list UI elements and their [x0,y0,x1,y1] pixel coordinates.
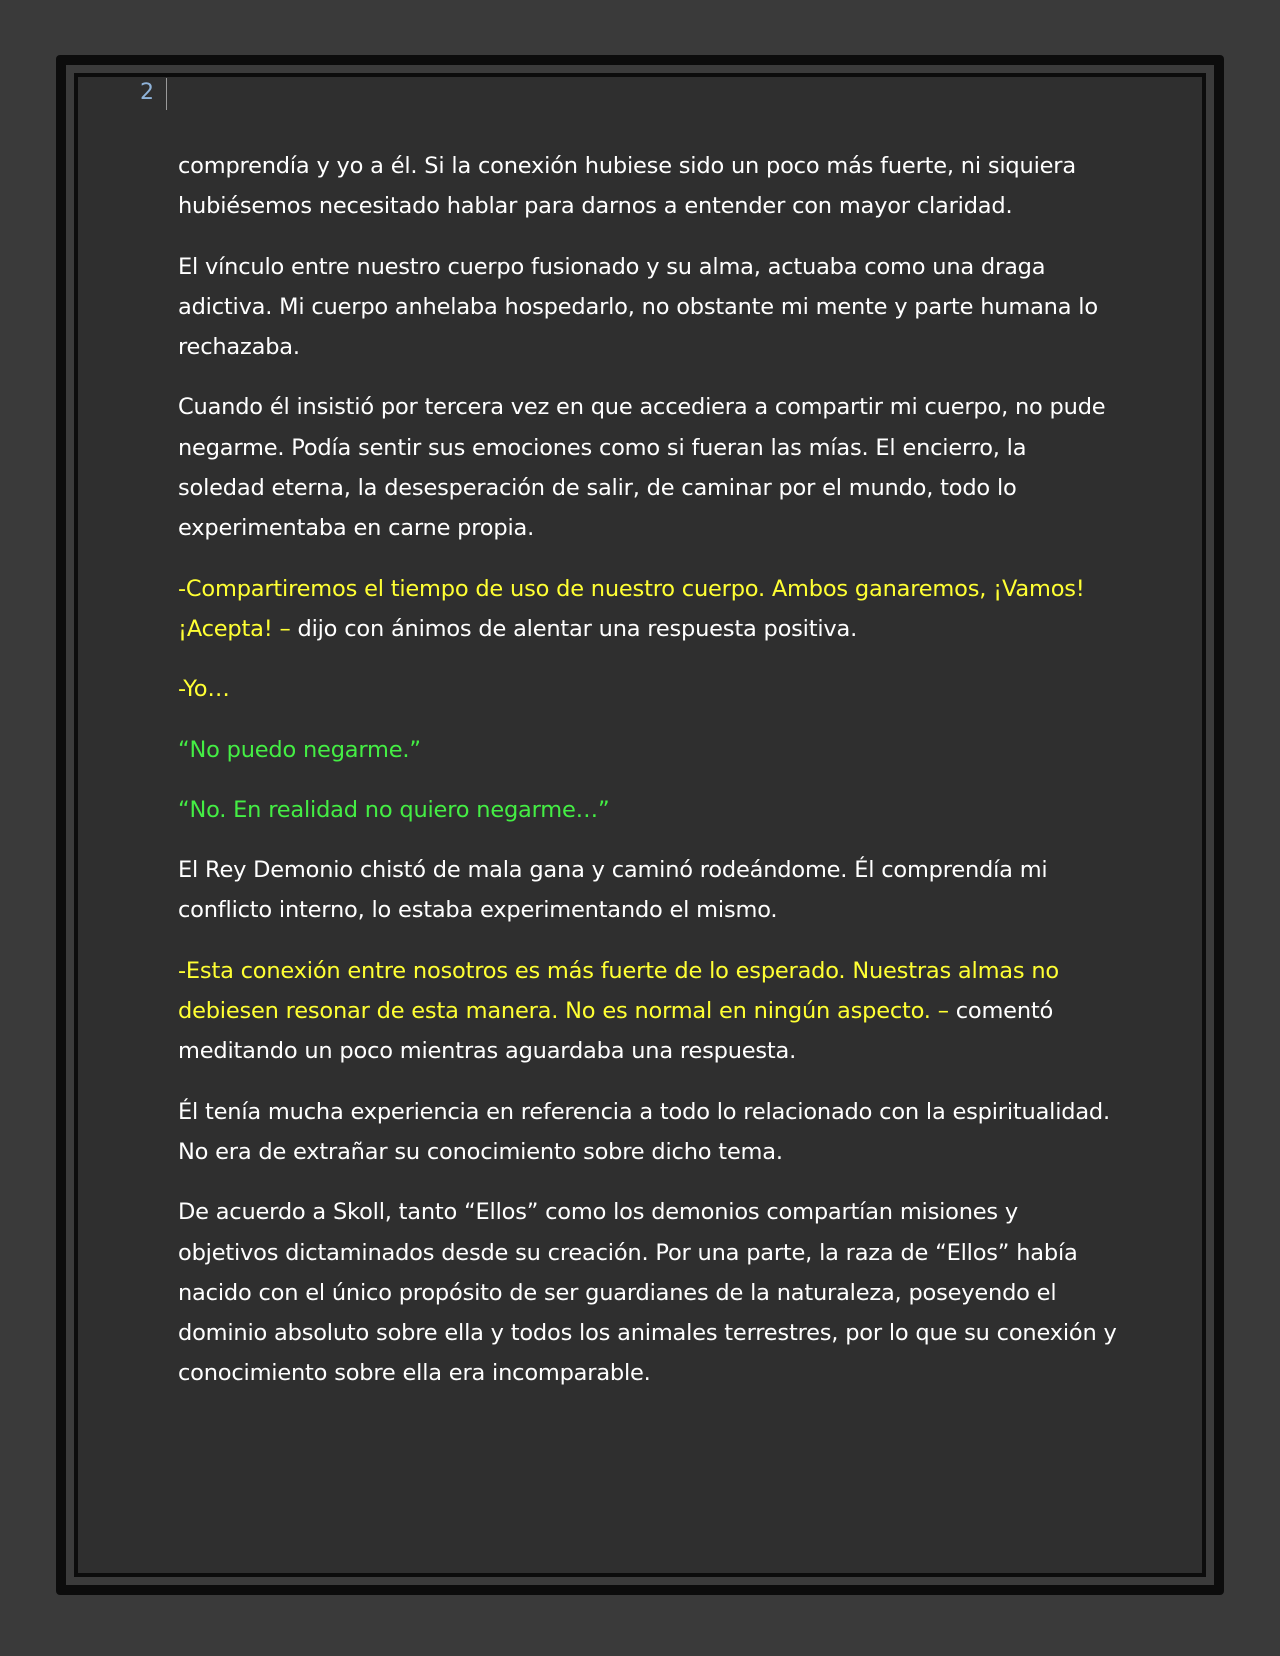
narration-text: dijo con ánimos de alentar una respuesta positiva. [290,615,858,642]
dialogue-text: -Esta conexión entre nosotros es más fuerte de lo esperado. Nuestras almas no debiesen resonar de esta manera. No es normal en ningún aspecto. – [178,957,1059,1025]
header-divider [166,78,167,110]
paragraph-dialogue [178,569,1118,650]
page-number: 2 [140,80,154,105]
narration-text: comentó meditando un poco mientras aguardaba una respuesta. [178,998,1054,1065]
paragraph: Cuando él insistió por tercera vez en que accediera a compartir mi cuerpo, no pude negarme. Podía sentir sus emociones como si fueran las mías. El encierro, la soledad eterna, la desesperación de salir, de caminar por el mundo, todo lo experimentaba en carne propia. [178,394,1106,542]
paragraph: El vínculo entre nuestro cuerpo fusionado y su alma, actuaba como una draga adictiva. Mi cuerpo anhelaba hospedarlo, no obstante mi mente y parte humana lo rechazaba. [178,253,1098,361]
paragraph-dialogue [178,669,1118,709]
paragraph-thought [178,730,1118,770]
dialogue-text: -Yo… [178,676,230,703]
paragraph: comprendía y yo a él. Si la conexión hubiese sido un poco más fuerte, ni siquiera hubiésemos necesitado hablar para darnos a entender con mayor claridad. [178,153,1076,220]
thought-text: “No puedo negarme.” [178,736,421,763]
paragraph-thought [178,790,1118,830]
body-text [178,146,1118,1414]
thought-text: “No. En realidad no quiero negarme…” [178,796,610,823]
dialogue-text: -Compartiremos el tiempo de uso de nuestro cuerpo. Ambos ganaremos, ¡Vamos! ¡Acepta! – [178,575,1085,642]
paragraph: El Rey Demonio chistó de mala gana y caminó rodeándome. Él comprendía mi conflicto interno, lo estaba experimentando el mismo. [178,857,1048,924]
paragraph: De acuerdo a Skoll, tanto “Ellos” como los demonios compartían misiones y objetivos dictaminados desde su creación. Por una parte, la raza de “Ellos” había nacido con el único propósito de ser guardianes de la naturaleza, poseyendo el dominio absoluto sobre ella y todos los animales terrestres, por lo que su conexión y conocimiento sobre ella era incomparable. [178,1199,1117,1387]
paragraph: Él tenía mucha experiencia en referencia a todo lo relacionado con la espiritualidad. No era de extrañar su conocimiento sobre dicho tema. [178,1098,1110,1165]
paragraph-dialogue [178,951,1118,1072]
